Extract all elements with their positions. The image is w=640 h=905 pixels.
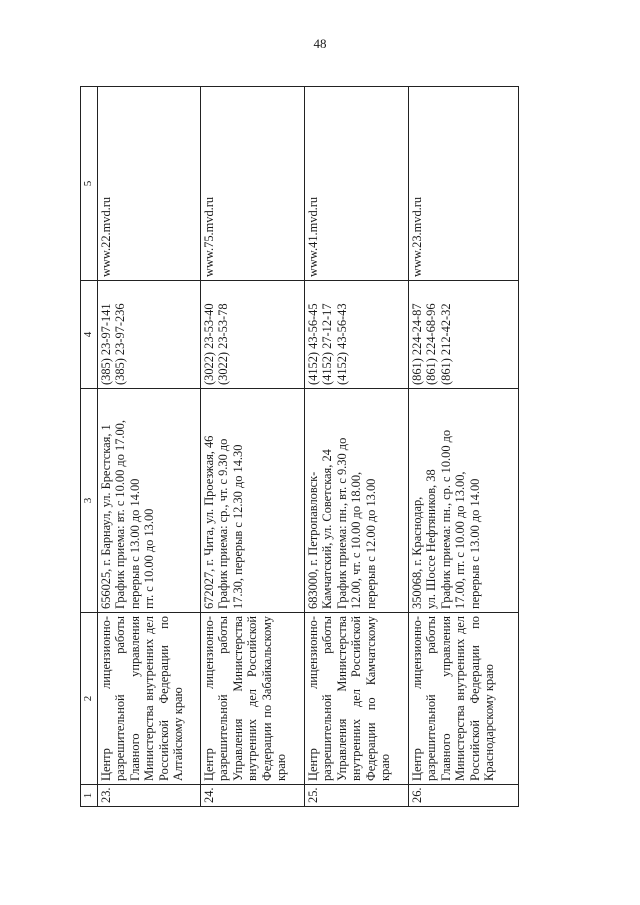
header-col-4: 4 bbox=[81, 281, 98, 389]
table-row bbox=[201, 87, 305, 807]
website-cell bbox=[409, 87, 519, 281]
row-number: 24. bbox=[201, 785, 305, 807]
row-number: 23. bbox=[98, 785, 201, 807]
phone-number: (861) 224-24-87 bbox=[410, 303, 424, 385]
website-cell bbox=[98, 87, 201, 281]
address-line: 350068, г. Краснодар, bbox=[410, 496, 424, 609]
address-line: Камчатский, ул. Советская, 24 bbox=[320, 449, 335, 609]
table-rotation-wrapper bbox=[80, 87, 520, 807]
organizations-table bbox=[80, 86, 519, 807]
address-line: 17.00, пт. с 10.00 до 13.00, bbox=[453, 471, 468, 609]
address-line: График приема: вт. с 10.00 до 17.00, bbox=[113, 420, 128, 609]
website-cell bbox=[201, 87, 305, 281]
address-line: График приема: пн., ср. с 10.00 до bbox=[438, 429, 453, 609]
rotated-table-frame bbox=[80, 87, 520, 807]
address-cell bbox=[409, 389, 519, 613]
table-row bbox=[98, 87, 201, 807]
table-row bbox=[409, 87, 519, 807]
address-line: ул. Шоссе Нефтяников, 38 bbox=[424, 469, 439, 609]
header-col-3: 3 bbox=[81, 389, 98, 613]
page-number: 48 bbox=[313, 36, 327, 51]
phone-number: (861) 224-68-96 bbox=[424, 303, 439, 385]
phone-number: (4152) 43-56-43 bbox=[334, 303, 349, 385]
header-col-2: 2 bbox=[81, 613, 98, 785]
address-line: График приема: ср., чт. с 9.30 до bbox=[216, 438, 231, 609]
organization-name: Центр лицензионно-разрешительной работы Управления Министерства внутренних дел Российской Федерации по Камчатскому краю bbox=[305, 613, 409, 785]
website-link: www.75.mvd.ru bbox=[202, 196, 216, 277]
address-line: перерыв с 12.00 до 13.00 bbox=[363, 478, 378, 609]
website-link: www.22.mvd.ru bbox=[99, 196, 113, 277]
row-number: 25. bbox=[305, 785, 409, 807]
phone-number: (861) 212-42-32 bbox=[438, 303, 453, 385]
address-line: 656025, г. Барнаул, ул. Брестская, 1 bbox=[99, 424, 113, 609]
address-line: 672027, г. Чита, ул. Проезжая, 46 bbox=[202, 435, 216, 609]
phone-number: (385) 23-97-236 bbox=[113, 303, 128, 385]
organization-name: Центр лицензионно-разрешительной работы Главного управления Министерства внутренних дел Российской Федерации по Краснодарскому краю bbox=[409, 613, 519, 785]
table-row bbox=[305, 87, 409, 807]
phone-number: (4152) 43-56-45 bbox=[306, 303, 320, 385]
address-line: 683000, г. Петропавловск- bbox=[306, 471, 320, 609]
address-line: 12.00, чт. с 10.00 до 18.00, bbox=[349, 471, 364, 609]
address-line: перерыв с 13.00 до 14.00 bbox=[127, 478, 142, 609]
address-cell bbox=[98, 389, 201, 613]
phone-number: (3022) 23-53-78 bbox=[216, 303, 231, 385]
address-line: пт. с 10.00 до 13.00 bbox=[142, 508, 157, 609]
phone-number: (4152) 27-12-17 bbox=[320, 303, 335, 385]
row-number: 26. bbox=[409, 785, 519, 807]
website-cell bbox=[305, 87, 409, 281]
header-col-1: 1 bbox=[81, 785, 98, 807]
phone-cell bbox=[409, 281, 519, 389]
address-cell bbox=[201, 389, 305, 613]
website-link: www.41.mvd.ru bbox=[306, 196, 320, 277]
phone-cell bbox=[98, 281, 201, 389]
phone-cell bbox=[305, 281, 409, 389]
phone-number: (3022) 23-53-40 bbox=[202, 303, 216, 385]
organization-name: Центр лицензионно-разрешительной работы Главного управления Министерства внутренних дел Российской Федерации по Алтайскому краю bbox=[98, 613, 201, 785]
organization-name: Центр лицензионно-разрешительной работы Управления Министерства внутренних дел Российской Федерации по Забайкальскому краю bbox=[201, 613, 305, 785]
phone-cell bbox=[201, 281, 305, 389]
address-line: перерыв с 13.00 до 14.00 bbox=[467, 478, 482, 609]
address-cell bbox=[305, 389, 409, 613]
website-link: www.23.mvd.ru bbox=[410, 196, 424, 277]
header-col-5: 5 bbox=[81, 87, 98, 281]
phone-number: (385) 23-97-141 bbox=[99, 303, 113, 385]
header-row bbox=[81, 87, 98, 807]
address-line: 17.30, перерыв с 12.30 до 14.30 bbox=[230, 444, 245, 609]
address-line: График приема: пн., вт. с 9.30 до bbox=[334, 437, 349, 609]
